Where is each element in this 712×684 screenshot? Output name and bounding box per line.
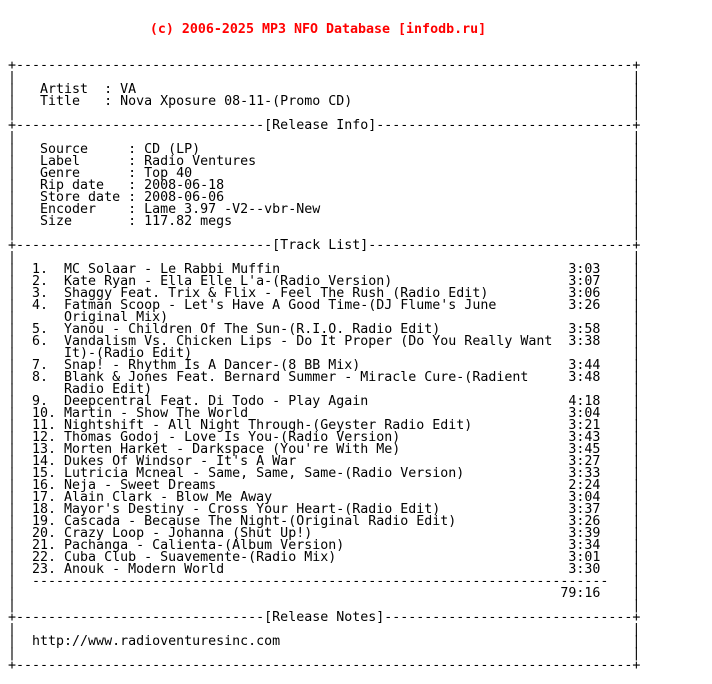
nfo-line: | 9. Deepcentral Feat. Di Todo - Play Again 4:18 | xyxy=(8,394,641,409)
nfo-line: | 2. Kate Ryan - Ella Elle L'a-(Radio Version) 3:07 | xyxy=(8,274,641,289)
nfo-line: +-------------------------------[Release Info]--------------------------------+ xyxy=(8,118,641,133)
nfo-line: | 16. Neja - Sweet Dreams 2:24 | xyxy=(8,478,641,493)
nfo-line: | 19. Cascada - Because The Night-(Original Radio Edit) 3:26 | xyxy=(8,514,641,529)
nfo-line: | http://www.radioventuresinc.com | xyxy=(8,634,641,649)
nfo-line: | Label : Radio Ventures | xyxy=(8,154,641,169)
nfo-line: | 20. Crazy Loop - Johanna (Shut Up!) 3:39 | xyxy=(8,526,641,541)
nfo-line: | | xyxy=(8,646,641,661)
nfo-line: +-------------------------------[Release Notes]-------------------------------+ xyxy=(8,610,641,625)
copyright-banner[interactable]: (c) 2006-2025 MP3 NFO Database [infodb.ru] xyxy=(149,22,487,37)
nfo-line: | 6. Vandalism Vs. Chicken Lips - Do It Proper (Do You Really Want 3:38 | xyxy=(8,334,641,349)
nfo-line: | Size : 117.82 megs | xyxy=(8,214,641,229)
nfo-line: | | xyxy=(8,598,641,613)
nfo-line: | | xyxy=(8,106,641,121)
nfo-line: | 5. Yanou - Children Of The Sun-(R.I.O. Radio Edit) 3:58 | xyxy=(8,322,641,337)
nfo-line: | Store date : 2008-06-06 | xyxy=(8,190,641,205)
nfo-document xyxy=(8,0,640,684)
nfo-line: | Source : CD (LP) | xyxy=(8,142,641,157)
nfo-line: | 18. Mayor's Destiny - Cross Your Heart-(Radio Edit) 3:37 | xyxy=(8,502,641,517)
nfo-line: | 4. Fatman Scoop - Let's Have A Good Time-(DJ Flume's June 3:26 | xyxy=(8,298,641,313)
nfo-line: | Title : Nova Xposure 08-11-(Promo CD) | xyxy=(8,94,641,109)
nfo-line: | 15. Lutricia Mcneal - Same, Same, Same-(Radio Version) 3:33 | xyxy=(8,466,641,481)
nfo-line: | 23. Anouk - Modern World 3:30 | xyxy=(8,562,641,577)
nfo-line: | Genre : Top 40 | xyxy=(8,166,641,181)
nfo-line: +--------------------------------[Track List]---------------------------------+ xyxy=(8,238,641,253)
nfo-line: +-----------------------------------------------------------------------------+ xyxy=(8,58,641,73)
nfo-line: | | xyxy=(8,622,641,637)
nfo-lines xyxy=(8,60,640,672)
nfo-line: | | xyxy=(8,250,641,265)
nfo-line: | 1. MC Solaar - Le Rabbi Muffin 3:03 | xyxy=(8,262,641,277)
nfo-line: | 21. Pachanga - Calienta-(Album Version) 3:34 | xyxy=(8,538,641,553)
nfo-line: | Encoder : Lame 3.97 -V2--vbr-New | xyxy=(8,202,641,217)
nfo-line: | 79:16 | xyxy=(8,586,641,601)
nfo-line: +-----------------------------------------------------------------------------+ xyxy=(8,658,641,673)
nfo-line: | 14. Dukes Of Windsor - It's A War 3:27 | xyxy=(8,454,641,469)
nfo-line: | | xyxy=(8,130,641,145)
nfo-line: | ------------------------------------------------------------------------ | xyxy=(8,574,641,589)
nfo-line: | 3. Shaggy Feat. Trix & Flix - Feel The Rush (Radio Edit) 3:06 | xyxy=(8,286,641,301)
nfo-line: | It)-(Radio Edit) | xyxy=(8,346,641,361)
nfo-line: | 12. Thomas Godoj - Love Is You-(Radio Version) 3:43 | xyxy=(8,430,641,445)
nfo-line: | 13. Morten Harket - Darkspace (You're With Me) 3:45 | xyxy=(8,442,641,457)
nfo-line: | | xyxy=(8,70,641,85)
nfo-line: | 10. Martin - Show The World 3:04 | xyxy=(8,406,641,421)
nfo-line: | 8. Blank & Jones Feat. Bernard Summer - Miracle Cure-(Radient 3:48 | xyxy=(8,370,641,385)
nfo-line: | Original Mix) | xyxy=(8,310,641,325)
nfo-line: | | xyxy=(8,226,641,241)
nfo-line: | Radio Edit) | xyxy=(8,382,641,397)
nfo-line: | 17. Alain Clark - Blow Me Away 3:04 | xyxy=(8,490,641,505)
nfo-line: | Rip date : 2008-06-18 | xyxy=(8,178,641,193)
nfo-line: | 11. Nightshift - All Night Through-(Geyster Radio Edit) 3:21 | xyxy=(8,418,641,433)
nfo-line: | Artist : VA | xyxy=(8,82,641,97)
nfo-line: | 7. Snap! - Rhythm Is A Dancer-(8 BB Mix) 3:44 | xyxy=(8,358,641,373)
nfo-line: | 22. Cuba Club - Suavemente-(Radio Mix) 3:01 | xyxy=(8,550,641,565)
